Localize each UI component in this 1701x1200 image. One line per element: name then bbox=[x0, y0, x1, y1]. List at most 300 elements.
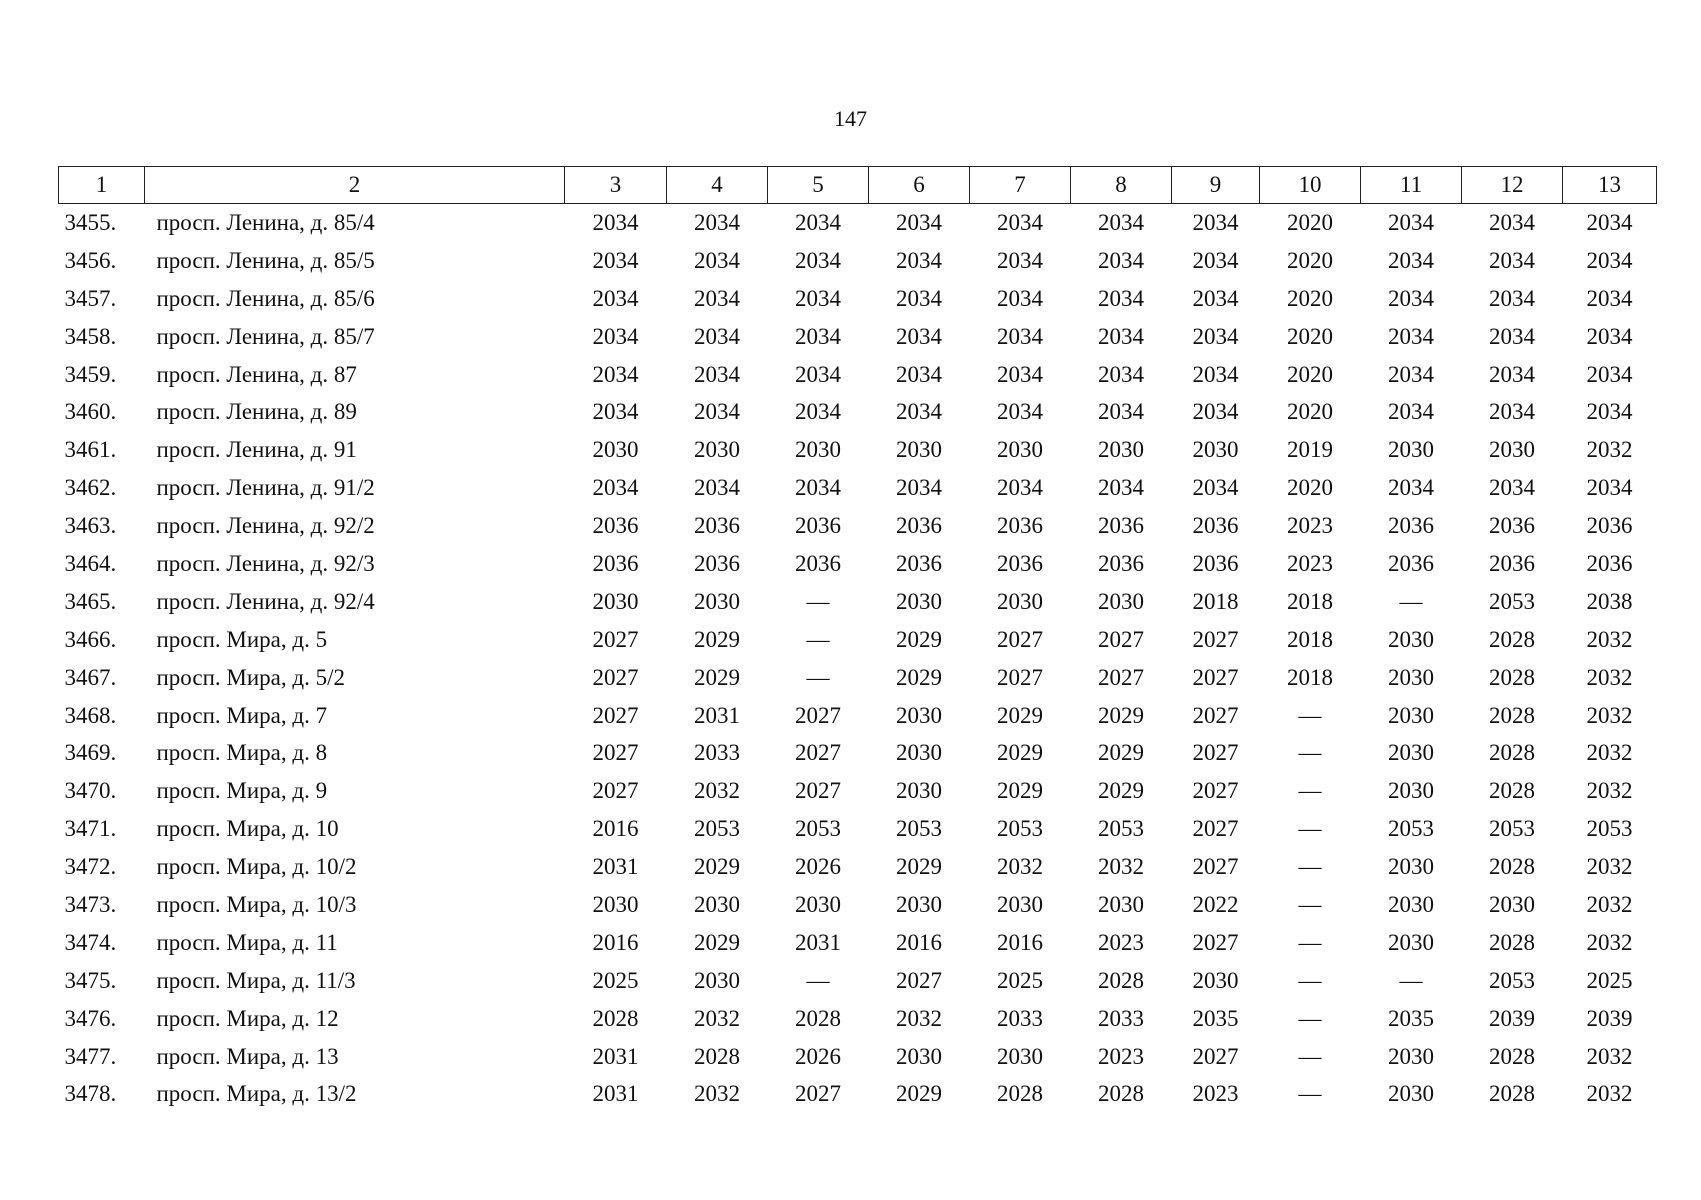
year-cell: 2030 bbox=[1388, 778, 1434, 804]
year-cell: 2020 bbox=[1287, 399, 1333, 425]
year-cell: 2031 bbox=[795, 929, 841, 955]
year-cell: 2034 bbox=[1192, 475, 1239, 501]
year-cell: 2034 bbox=[896, 361, 942, 387]
year-cell: 2030 bbox=[592, 891, 639, 917]
year-cell: 2029 bbox=[896, 626, 942, 652]
year-cell: 2032 bbox=[1586, 664, 1633, 690]
year-cell: 2020 bbox=[1287, 475, 1333, 501]
year-cell: 2032 bbox=[1586, 740, 1633, 766]
row-number: 3464. bbox=[64, 550, 117, 576]
year-cell: 2032 bbox=[1586, 929, 1633, 955]
year-cell: 2018 bbox=[1287, 588, 1333, 614]
year-cell: 2034 bbox=[1388, 361, 1434, 387]
year-cell: 2027 bbox=[1192, 740, 1239, 766]
year-cell: — bbox=[806, 967, 830, 993]
column-header-1: 1 bbox=[59, 167, 145, 204]
year-cell: — bbox=[806, 626, 830, 652]
table-row bbox=[59, 1075, 1657, 1113]
year-cell: 2036 bbox=[592, 513, 639, 539]
year-cell: 2034 bbox=[1586, 475, 1633, 501]
year-cell: 2036 bbox=[795, 513, 841, 539]
year-cell: 2029 bbox=[694, 854, 740, 880]
year-cell: 2034 bbox=[1098, 399, 1144, 425]
year-cell: 2034 bbox=[1489, 247, 1535, 273]
row-number: 3477. bbox=[64, 1043, 117, 1069]
year-cell: 2030 bbox=[896, 1043, 942, 1069]
year-cell: 2016 bbox=[592, 816, 639, 842]
year-cell: 2032 bbox=[1586, 626, 1633, 652]
year-cell: 2020 bbox=[1287, 361, 1333, 387]
year-cell: — bbox=[1298, 740, 1322, 766]
year-cell: 2030 bbox=[1192, 967, 1239, 993]
table-row bbox=[59, 886, 1657, 924]
year-cell: 2019 bbox=[1287, 437, 1333, 463]
year-cell: 2023 bbox=[1098, 929, 1144, 955]
address-cell: просп. Мира, д. 9 bbox=[156, 778, 328, 804]
year-cell: 2030 bbox=[1489, 891, 1535, 917]
year-cell: 2030 bbox=[1098, 437, 1144, 463]
row-number: 3470. bbox=[64, 778, 117, 804]
table-row bbox=[59, 318, 1657, 356]
year-cell: 2030 bbox=[896, 740, 942, 766]
year-cell: 2030 bbox=[694, 891, 740, 917]
year-cell: 2034 bbox=[1586, 323, 1633, 349]
year-cell: — bbox=[1399, 967, 1423, 993]
table-row bbox=[59, 507, 1657, 545]
year-cell: 2028 bbox=[1489, 1081, 1535, 1107]
year-cell: 2030 bbox=[795, 891, 841, 917]
year-cell: 2032 bbox=[694, 1081, 740, 1107]
year-cell: 2029 bbox=[896, 1081, 942, 1107]
year-cell: 2016 bbox=[896, 929, 942, 955]
year-cell: 2028 bbox=[1489, 1043, 1535, 1069]
year-cell: 2034 bbox=[1388, 399, 1434, 425]
row-number: 3465. bbox=[64, 588, 117, 614]
year-cell: 2032 bbox=[694, 778, 740, 804]
year-cell: 2034 bbox=[694, 285, 740, 311]
year-cell: 2025 bbox=[997, 967, 1043, 993]
year-cell: 2028 bbox=[1489, 929, 1535, 955]
year-cell: 2034 bbox=[795, 475, 841, 501]
year-cell: 2028 bbox=[694, 1043, 740, 1069]
year-cell: 2032 bbox=[1586, 1081, 1633, 1107]
year-cell: 2036 bbox=[1192, 513, 1239, 539]
year-cell: 2032 bbox=[1586, 891, 1633, 917]
year-cell: 2034 bbox=[1489, 323, 1535, 349]
row-number: 3475. bbox=[64, 967, 117, 993]
year-cell: 2027 bbox=[795, 702, 841, 728]
row-number: 3455. bbox=[64, 209, 117, 235]
year-cell: 2028 bbox=[1489, 702, 1535, 728]
row-number: 3476. bbox=[64, 1005, 117, 1031]
year-cell: 2034 bbox=[1098, 361, 1144, 387]
year-cell: 2033 bbox=[1098, 1005, 1144, 1031]
year-cell: 2032 bbox=[1586, 702, 1633, 728]
year-cell: 2030 bbox=[1388, 437, 1434, 463]
year-cell: 2027 bbox=[997, 626, 1043, 652]
address-cell: просп. Ленина, д. 92/2 bbox=[156, 513, 375, 539]
year-cell: — bbox=[1298, 1043, 1322, 1069]
table-row bbox=[59, 810, 1657, 848]
year-cell: 2033 bbox=[997, 1005, 1043, 1031]
year-cell: — bbox=[1399, 588, 1423, 614]
column-header-11: 11 bbox=[1361, 167, 1462, 204]
row-number: 3459. bbox=[64, 361, 117, 387]
year-cell: 2016 bbox=[592, 929, 639, 955]
year-cell: 2034 bbox=[1586, 399, 1633, 425]
row-number: 3468. bbox=[64, 702, 117, 728]
year-cell: 2027 bbox=[795, 1081, 841, 1107]
year-cell: 2030 bbox=[592, 437, 639, 463]
year-cell: 2030 bbox=[1098, 891, 1144, 917]
year-cell: 2027 bbox=[592, 702, 639, 728]
year-cell: 2035 bbox=[1388, 1005, 1434, 1031]
table-row bbox=[59, 848, 1657, 886]
page-number: 147 bbox=[834, 106, 867, 131]
year-cell: 2034 bbox=[896, 475, 942, 501]
year-cell: 2027 bbox=[1192, 664, 1239, 690]
year-cell: 2028 bbox=[592, 1005, 639, 1031]
address-cell: просп. Ленина, д. 85/7 bbox=[156, 323, 375, 349]
year-cell: 2020 bbox=[1287, 209, 1333, 235]
year-cell: 2036 bbox=[1098, 550, 1144, 576]
row-number: 3460. bbox=[64, 399, 117, 425]
year-cell: 2034 bbox=[896, 323, 942, 349]
year-cell: 2036 bbox=[1586, 550, 1633, 576]
year-cell: 2032 bbox=[896, 1005, 942, 1031]
year-cell: 2027 bbox=[592, 740, 639, 766]
year-cell: 2053 bbox=[694, 816, 740, 842]
year-cell: 2034 bbox=[896, 247, 942, 273]
year-cell: 2034 bbox=[1388, 285, 1434, 311]
year-cell: 2053 bbox=[1388, 816, 1434, 842]
year-cell: 2029 bbox=[1098, 778, 1144, 804]
year-cell: 2034 bbox=[694, 475, 740, 501]
year-cell: 2034 bbox=[694, 399, 740, 425]
year-cell: 2030 bbox=[1388, 664, 1434, 690]
row-number: 3463. bbox=[64, 513, 117, 539]
table-row bbox=[59, 583, 1657, 621]
address-cell: просп. Мира, д. 11/3 bbox=[156, 967, 356, 993]
year-cell: 2030 bbox=[1098, 588, 1144, 614]
column-header-6: 6 bbox=[869, 167, 970, 204]
table-row bbox=[59, 962, 1657, 1000]
year-cell: 2034 bbox=[592, 285, 639, 311]
year-cell: 2034 bbox=[1388, 475, 1434, 501]
year-cell: 2034 bbox=[1586, 361, 1633, 387]
year-cell: 2028 bbox=[1489, 854, 1535, 880]
year-cell: 2027 bbox=[1192, 702, 1239, 728]
year-cell: 2034 bbox=[795, 247, 841, 273]
year-cell: 2034 bbox=[1489, 475, 1535, 501]
year-cell: 2034 bbox=[1192, 285, 1239, 311]
address-cell: просп. Мира, д. 7 bbox=[156, 702, 328, 728]
table-row bbox=[59, 659, 1657, 697]
year-cell: 2034 bbox=[1388, 323, 1434, 349]
address-cell: просп. Мира, д. 8 bbox=[156, 740, 328, 766]
address-cell: просп. Мира, д. 10/2 bbox=[156, 854, 357, 880]
year-cell: 2029 bbox=[694, 929, 740, 955]
year-cell: 2034 bbox=[1098, 209, 1144, 235]
year-cell: 2036 bbox=[1586, 513, 1633, 539]
year-cell: 2030 bbox=[1388, 702, 1434, 728]
year-cell: 2027 bbox=[1098, 664, 1144, 690]
column-header-8: 8 bbox=[1071, 167, 1172, 204]
year-cell: 2028 bbox=[997, 1081, 1043, 1107]
year-cell: 2030 bbox=[1192, 437, 1239, 463]
year-cell: 2029 bbox=[694, 664, 740, 690]
year-cell: 2030 bbox=[997, 437, 1043, 463]
year-cell: 2034 bbox=[896, 209, 942, 235]
header-row bbox=[59, 167, 1657, 204]
year-cell: 2039 bbox=[1586, 1005, 1633, 1031]
year-cell: 2036 bbox=[997, 513, 1043, 539]
row-number: 3478. bbox=[64, 1081, 117, 1107]
year-cell: 2029 bbox=[694, 626, 740, 652]
year-cell: 2030 bbox=[1388, 740, 1434, 766]
column-header-7: 7 bbox=[970, 167, 1071, 204]
table-row bbox=[59, 621, 1657, 659]
row-number: 3457. bbox=[64, 285, 117, 311]
year-cell: 2027 bbox=[1192, 929, 1239, 955]
year-cell: 2027 bbox=[592, 778, 639, 804]
column-header-12: 12 bbox=[1462, 167, 1563, 204]
year-cell: 2032 bbox=[1586, 778, 1633, 804]
year-cell: 2027 bbox=[1098, 626, 1144, 652]
row-number: 3458. bbox=[64, 323, 117, 349]
year-cell: 2034 bbox=[997, 399, 1043, 425]
year-cell: 2034 bbox=[694, 361, 740, 387]
year-cell: 2034 bbox=[694, 209, 740, 235]
year-cell: 2030 bbox=[1388, 891, 1434, 917]
column-header-4: 4 bbox=[667, 167, 768, 204]
year-cell: 2035 bbox=[1192, 1005, 1239, 1031]
address-cell: просп. Ленина, д. 91 bbox=[156, 437, 357, 463]
row-number: 3473. bbox=[64, 891, 117, 917]
year-cell: 2034 bbox=[592, 247, 639, 273]
year-cell: 2020 bbox=[1287, 323, 1333, 349]
address-cell: просп. Ленина, д. 89 bbox=[156, 399, 357, 425]
column-header-13: 13 bbox=[1563, 167, 1657, 204]
year-cell: 2030 bbox=[896, 778, 942, 804]
address-cell: просп. Мира, д. 5/2 bbox=[156, 664, 345, 690]
year-cell: — bbox=[1298, 1005, 1322, 1031]
year-cell: 2031 bbox=[592, 854, 639, 880]
year-cell: — bbox=[1298, 816, 1322, 842]
table-body bbox=[59, 204, 1657, 1114]
year-cell: 2026 bbox=[795, 1043, 841, 1069]
table-row bbox=[59, 772, 1657, 810]
column-header-9: 9 bbox=[1172, 167, 1260, 204]
year-cell: 2034 bbox=[1489, 361, 1535, 387]
year-cell: 2036 bbox=[896, 550, 942, 576]
year-cell: 2032 bbox=[1098, 854, 1144, 880]
year-cell: 2036 bbox=[694, 513, 740, 539]
year-cell: 2036 bbox=[1098, 513, 1144, 539]
year-cell: 2030 bbox=[997, 891, 1043, 917]
year-cell: 2030 bbox=[1489, 437, 1535, 463]
year-cell: — bbox=[806, 588, 830, 614]
address-cell: просп. Мира, д. 10 bbox=[156, 816, 339, 842]
year-cell: 2027 bbox=[1192, 1043, 1239, 1069]
year-cell: 2028 bbox=[795, 1005, 841, 1031]
year-cell: 2028 bbox=[1098, 1081, 1144, 1107]
year-cell: 2030 bbox=[1388, 1081, 1434, 1107]
year-cell: 2029 bbox=[997, 740, 1043, 766]
year-cell: 2027 bbox=[795, 778, 841, 804]
table-row bbox=[59, 393, 1657, 431]
year-cell: 2053 bbox=[1586, 816, 1633, 842]
year-cell: 2034 bbox=[1192, 323, 1239, 349]
year-cell: 2034 bbox=[1388, 209, 1434, 235]
year-cell: 2023 bbox=[1192, 1081, 1239, 1107]
year-cell: 2029 bbox=[896, 854, 942, 880]
table-row bbox=[59, 204, 1657, 242]
year-cell: 2027 bbox=[795, 740, 841, 766]
year-cell: 2034 bbox=[896, 285, 942, 311]
year-cell: 2030 bbox=[1388, 854, 1434, 880]
year-cell: 2029 bbox=[896, 664, 942, 690]
year-cell: 2027 bbox=[1192, 778, 1239, 804]
column-header-5: 5 bbox=[768, 167, 869, 204]
year-cell: 2034 bbox=[997, 209, 1043, 235]
year-cell: 2034 bbox=[997, 361, 1043, 387]
year-cell: 2036 bbox=[694, 550, 740, 576]
year-cell: 2034 bbox=[1192, 399, 1239, 425]
year-cell: 2034 bbox=[592, 399, 639, 425]
year-cell: 2034 bbox=[795, 323, 841, 349]
year-cell: — bbox=[1298, 967, 1322, 993]
year-cell: 2036 bbox=[1489, 550, 1535, 576]
table-row bbox=[59, 1038, 1657, 1076]
year-cell: 2034 bbox=[1388, 247, 1434, 273]
year-cell: 2030 bbox=[896, 891, 942, 917]
year-cell: 2034 bbox=[1098, 475, 1144, 501]
year-cell: 2034 bbox=[592, 475, 639, 501]
table-row bbox=[59, 469, 1657, 507]
year-cell: — bbox=[1298, 929, 1322, 955]
year-cell: 2032 bbox=[997, 854, 1043, 880]
year-cell: 2032 bbox=[1586, 1043, 1633, 1069]
year-cell: 2034 bbox=[1489, 285, 1535, 311]
year-cell: 2027 bbox=[896, 967, 942, 993]
year-cell: 2030 bbox=[896, 702, 942, 728]
address-cell: просп. Ленина, д. 92/3 bbox=[156, 550, 375, 576]
year-cell: 2053 bbox=[795, 816, 841, 842]
year-cell: 2028 bbox=[1489, 626, 1535, 652]
year-cell: 2031 bbox=[592, 1043, 639, 1069]
year-cell: — bbox=[1298, 854, 1322, 880]
year-cell: 2018 bbox=[1192, 588, 1239, 614]
year-cell: 2034 bbox=[592, 209, 639, 235]
year-cell: 2028 bbox=[1489, 778, 1535, 804]
year-cell: 2053 bbox=[997, 816, 1043, 842]
year-cell: — bbox=[1298, 891, 1322, 917]
year-cell: 2026 bbox=[795, 854, 841, 880]
year-cell: 2030 bbox=[1388, 1043, 1434, 1069]
address-cell: просп. Мира, д. 13 bbox=[156, 1043, 339, 1069]
year-cell: 2018 bbox=[1287, 626, 1333, 652]
row-number: 3469. bbox=[64, 740, 117, 766]
year-cell: 2031 bbox=[592, 1081, 639, 1107]
year-cell: 2016 bbox=[997, 929, 1043, 955]
schedule-table bbox=[58, 166, 1657, 1113]
year-cell: 2036 bbox=[1388, 550, 1434, 576]
table-row bbox=[59, 734, 1657, 772]
address-cell: просп. Ленина, д. 91/2 bbox=[156, 475, 375, 501]
address-cell: просп. Мира, д. 5 bbox=[156, 626, 328, 652]
table-row bbox=[59, 242, 1657, 280]
table-row bbox=[59, 924, 1657, 962]
year-cell: 2030 bbox=[694, 967, 740, 993]
year-cell: 2036 bbox=[1192, 550, 1239, 576]
year-cell: 2034 bbox=[592, 323, 639, 349]
year-cell: 2039 bbox=[1489, 1005, 1535, 1031]
year-cell: 2034 bbox=[997, 475, 1043, 501]
year-cell: 2030 bbox=[997, 588, 1043, 614]
year-cell: 2029 bbox=[997, 702, 1043, 728]
table-row bbox=[59, 697, 1657, 735]
year-cell: — bbox=[806, 664, 830, 690]
year-cell: 2036 bbox=[997, 550, 1043, 576]
year-cell: 2028 bbox=[1098, 967, 1144, 993]
row-number: 3462. bbox=[64, 475, 117, 501]
year-cell: 2029 bbox=[1098, 702, 1144, 728]
address-cell: просп. Ленина, д. 85/5 bbox=[156, 247, 375, 273]
year-cell: 2034 bbox=[795, 209, 841, 235]
table-header bbox=[59, 167, 1657, 204]
year-cell: 2034 bbox=[1192, 361, 1239, 387]
table-row bbox=[59, 431, 1657, 469]
row-number: 3474. bbox=[64, 929, 117, 955]
year-cell: 2023 bbox=[1098, 1043, 1144, 1069]
year-cell: 2053 bbox=[1098, 816, 1144, 842]
year-cell: 2053 bbox=[1489, 816, 1535, 842]
year-cell: 2025 bbox=[1586, 967, 1633, 993]
row-number: 3461. bbox=[64, 437, 117, 463]
column-header-10: 10 bbox=[1260, 167, 1361, 204]
year-cell: 2034 bbox=[997, 285, 1043, 311]
year-cell: 2030 bbox=[694, 437, 740, 463]
year-cell: 2032 bbox=[1586, 854, 1633, 880]
address-cell: просп. Ленина, д. 85/6 bbox=[156, 285, 375, 311]
year-cell: 2023 bbox=[1287, 550, 1333, 576]
year-cell: 2038 bbox=[1586, 588, 1633, 614]
year-cell: 2034 bbox=[795, 285, 841, 311]
year-cell: 2028 bbox=[1489, 740, 1535, 766]
year-cell: 2034 bbox=[997, 247, 1043, 273]
column-header-3: 3 bbox=[565, 167, 667, 204]
year-cell: 2030 bbox=[592, 588, 639, 614]
year-cell: 2030 bbox=[997, 1043, 1043, 1069]
year-cell: 2034 bbox=[1098, 285, 1144, 311]
year-cell: 2025 bbox=[592, 967, 639, 993]
address-cell: просп. Мира, д. 11 bbox=[156, 929, 338, 955]
year-cell: 2027 bbox=[1192, 816, 1239, 842]
address-cell: просп. Мира, д. 13/2 bbox=[156, 1081, 357, 1107]
year-cell: 2034 bbox=[1586, 285, 1633, 311]
table-row bbox=[59, 1000, 1657, 1038]
year-cell: 2036 bbox=[1388, 513, 1434, 539]
address-cell: просп. Ленина, д. 85/4 bbox=[156, 209, 375, 235]
year-cell: 2034 bbox=[795, 399, 841, 425]
year-cell: 2033 bbox=[694, 740, 740, 766]
table-row bbox=[59, 545, 1657, 583]
year-cell: 2034 bbox=[694, 247, 740, 273]
column-header-2: 2 bbox=[145, 167, 565, 204]
year-cell: 2034 bbox=[1192, 247, 1239, 273]
year-cell: 2053 bbox=[896, 816, 942, 842]
